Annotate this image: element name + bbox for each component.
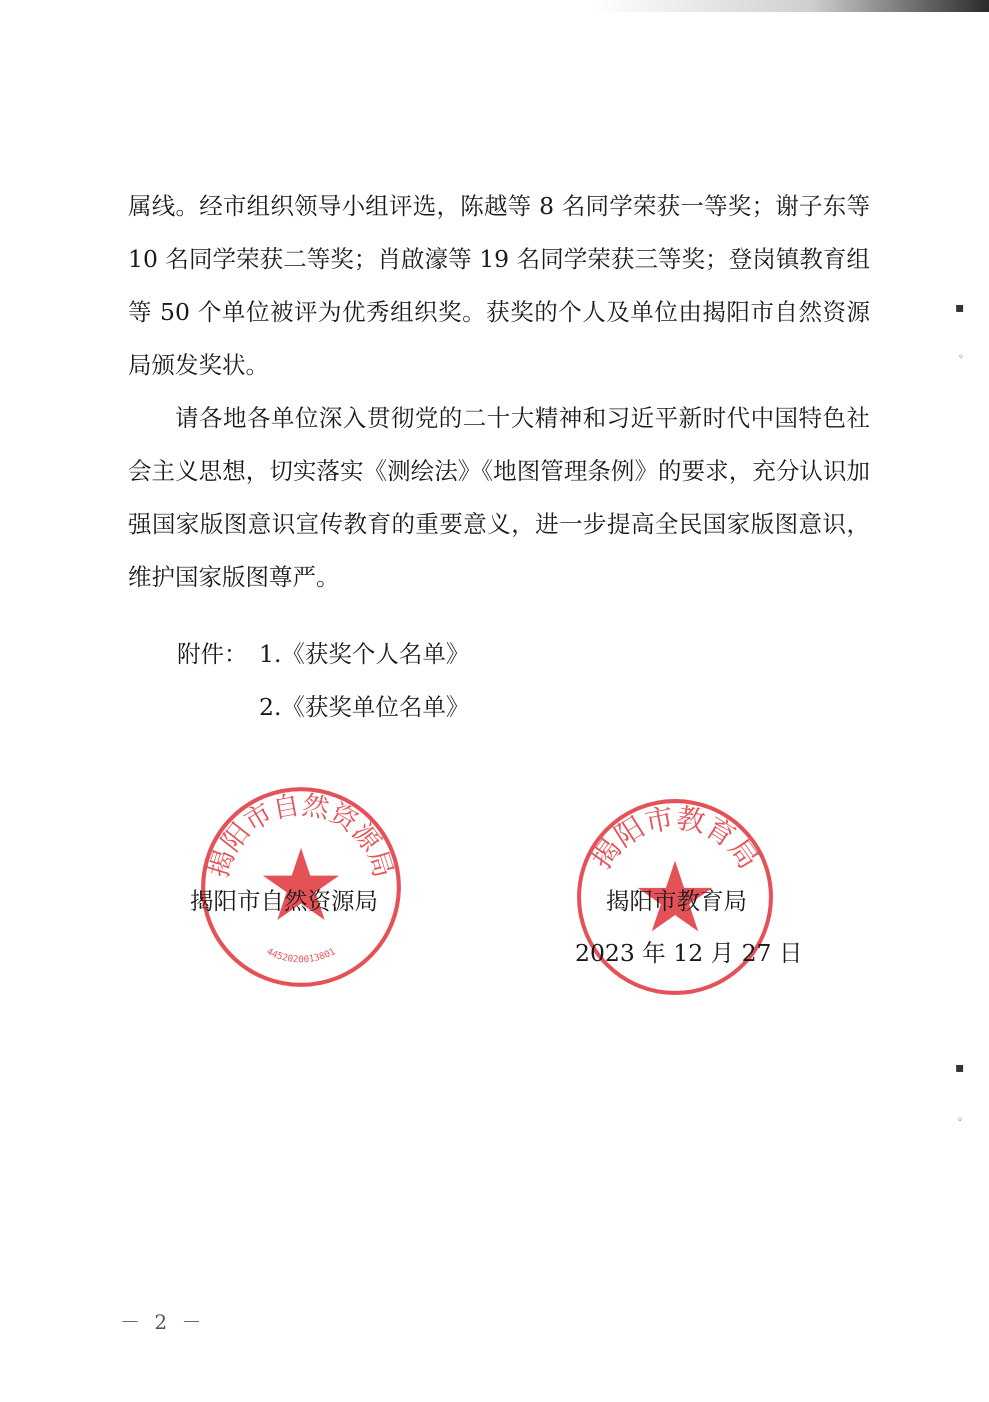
signature-education-bureau: 揭阳市教育局	[606, 887, 747, 915]
scan-mark: ◦	[958, 352, 964, 363]
seal-left-text: 揭阳市自然资源局	[203, 789, 399, 882]
attachments-label: 附件：	[177, 640, 248, 668]
document-body	[128, 180, 870, 604]
paragraph-award-results: 属线。经市组织领导小组评选，陈越等 8 名同学荣获一等奖；谢子东等 10 名同学荣获二等奖；肖啟濠等 19 名同学荣获三等奖；登岗镇教育组等 50 个单位被评为优秀组织奖。获奖的个人及单位由揭阳市自然资源局颁发奖状。	[128, 192, 870, 379]
signature-date: 2023 年 12 月 27 日	[575, 939, 803, 967]
scan-edge	[0, 0, 989, 12]
scan-mark: ▪	[955, 300, 965, 316]
scan-mark: ◦	[957, 1115, 963, 1126]
paragraph-requirements: 请各地各单位深入贯彻党的二十大精神和习近平新时代中国特色社会主义思想，切实落实《测绘法》《地图管理条例》的要求，充分认识加强国家版图意识宣传教育的重要意义，进一步提高全民国家版图意识，维护国家版图尊严。	[128, 404, 870, 591]
attachment-row	[177, 681, 469, 734]
attachments-section	[177, 628, 469, 734]
signature-natural-resources-bureau: 揭阳市自然资源局	[190, 887, 378, 915]
scan-mark: ▪	[955, 1060, 965, 1076]
seal-left-code: 4452020013801	[264, 946, 338, 966]
page-number: － 2 －	[120, 1310, 206, 1334]
attachment-item-1: 1.《获奖个人名单》	[259, 640, 470, 668]
svg-text:4452020013801	[265, 946, 337, 965]
attachment-row	[177, 628, 469, 681]
attachment-item-2: 2.《获奖单位名单》	[259, 693, 470, 721]
seal-right-text: 揭阳市教育局	[584, 801, 766, 875]
